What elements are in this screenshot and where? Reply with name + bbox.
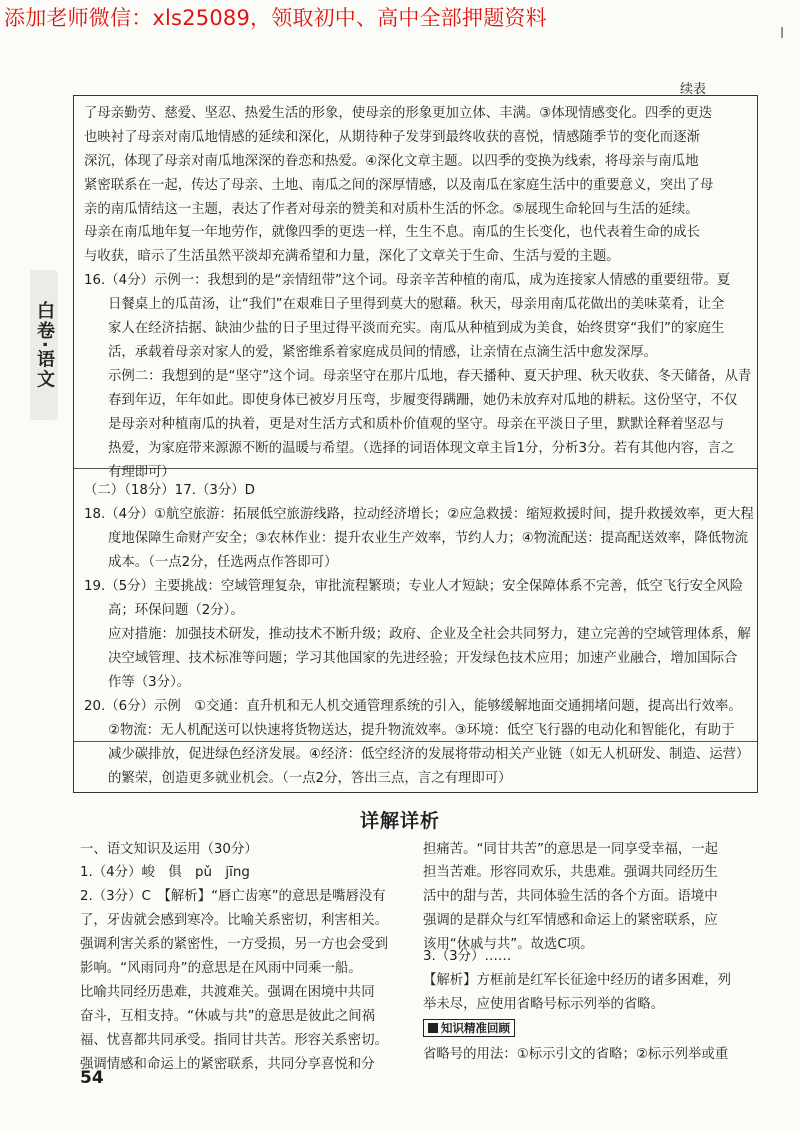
answer-line: 应对措施：加强技术研发，推动技术不断升级；政府、企业及全社会共同努力，建立完善的空域管理体系，解 xyxy=(108,627,751,642)
divider-part-2 xyxy=(74,468,757,469)
answer-line: 20.（6分）示例 ①交通：直升机和无人机交通管理系统的引入，能够缓解地面交通拥堵问题，提高出行效率。 xyxy=(84,699,742,714)
right-line: 强调的是群众与红军情感和命运上的紧密联系，应 xyxy=(423,913,718,928)
left-line: 比喻共同经历患难，共渡难关。强调在困境中共同 xyxy=(80,985,375,1000)
answer-line: 决空域管理、技术标准等问题；学习其他国家的先进经验；开发绿色技术应用；加速产业融合，增加国际合 xyxy=(108,651,738,666)
answer-line: （二）（18分）17.（3分）D xyxy=(84,483,255,498)
answer-line: 高；环保问题（2分）。 xyxy=(108,603,244,618)
answer-line: 活，承载着母亲对家人的爱，紧密维系着家庭成员间的情感，让亲情在点滴生活中愈发深厚。 xyxy=(108,345,658,360)
side-tab-label: 白卷·语文 xyxy=(34,300,55,390)
answer-line: 热爱，为家庭带来源源不断的温暖与希望。（选择的词语体现文章主旨1分，分析3分。若有其他内容，言之 xyxy=(108,441,735,456)
right-line: 担痛苦。“同甘共苦”的意思是一同享受幸福，一起 xyxy=(423,842,719,857)
right-line: 活中的甜与苦，共同体验生活的各个方面。语境中 xyxy=(423,889,718,904)
answer-line: 春到年迈，年年如此。即使身体已被岁月压弯，步履变得蹒跚，她仍未放弃对瓜地的耕耘。这份坚守，不仅 xyxy=(108,393,738,408)
answer-line: 深沉，体现了母亲对南瓜地深深的眷恋和热爱。④深化文章主题。以四季的变换为线索，将母亲与南瓜地 xyxy=(84,154,699,169)
left-line: 2.（3分）C 【解析】“唇亡齿寒”的意思是嘴唇没有 xyxy=(80,889,386,904)
answer-line: 16.（4分）示例一：我想到的是“亲情纽带”这个词。母亲辛苦种植的南瓜，成为连接家人情感的重要纽带。夏 xyxy=(84,273,731,288)
answer-line: 紧密联系在一起，传达了母亲、土地、南瓜之间的深厚情感，以及南瓜在家庭生活中的重要意义，突出了母 xyxy=(84,178,714,193)
section-title: 详解详析 xyxy=(359,810,440,832)
right-line: 3.（3分）…… xyxy=(423,949,512,964)
side-tab xyxy=(30,270,58,420)
right-line: 省略号的用法：①标示引文的省略；②标示列举或重 xyxy=(423,1047,729,1062)
watermark-banner: 添加老师微信：xls25089，领取初中、高中全部押题资料 xyxy=(4,6,547,30)
answer-line: 是母亲对种植南瓜的执着，更是对生活方式和质朴价值观的坚守。母亲在平淡日子里，默默诠释着坚忍与 xyxy=(108,417,724,432)
divider-essay xyxy=(74,741,757,742)
answer-line: 与收获，暗示了生活虽然平淡却充满希望和力量，深化了文章关于生命、生活与爱的主题。 xyxy=(84,249,620,264)
page-number: 54 xyxy=(80,1068,104,1088)
answer-line: 19.（5分）主要挑战：空域管理复杂，审批流程繁琐；专业人才短缺；安全保障体系不完善，低空飞行安全风险 xyxy=(84,579,744,594)
answer-line: 有理即可） xyxy=(108,465,175,480)
knowledge-review-tag xyxy=(423,1019,515,1037)
answer-line: ②物流：无人机配送可以快速将货物送达，提升物流效率。③环境：低空飞行器的电动化和智能化，有助于 xyxy=(108,723,735,738)
answer-line: 度地保障生命财产安全；③农林作业：提升农业生产效率，节约人力；④物流配送：提高配送效率，降低物流 xyxy=(108,531,748,546)
answer-line: 母亲在南瓜地年复一年地劳作，就像四季的更迭一样，生生不息。南瓜的生长变化，也代表着生命的成长 xyxy=(84,225,700,240)
continued-label: 续表 xyxy=(680,82,707,97)
left-line: 了，牙齿就会感到寒冷。比喻关系密切，利害相关。 xyxy=(80,913,388,928)
corner-mark: l xyxy=(780,26,784,42)
right-line: 该用“休戚与共”。故选C项。 xyxy=(423,937,594,952)
right-line: 担当苦难。形容同欢乐，共患难。强调共同经历生 xyxy=(423,865,718,880)
left-line: 奋斗，互相支持。“休戚与共”的意思是彼此之间祸 xyxy=(80,1009,376,1024)
answer-line: 的繁荣，创造更多就业机会。（一点2分，答出三点，言之有理即可） xyxy=(108,771,512,786)
answer-line: 了母亲勤劳、慈爱、坚忍、热爱生活的形象，使母亲的形象更加立体、丰满。③体现情感变化。四季的更迭 xyxy=(84,106,712,121)
answer-line: 家人在经济拮据、缺油少盐的日子里过得平淡而充实。南瓜从种植到成为美食，始终贯穿“我们”的家庭生 xyxy=(108,321,725,336)
answer-line: 日餐桌上的瓜苗汤，让“我们”在艰难日子里得到莫大的慰藉。秋天，母亲用南瓜花做出的美味菜肴，让全 xyxy=(108,297,725,312)
answer-line: 成本。（一点2分，任选两点作答即可） xyxy=(108,555,338,570)
answer-line: 减少碳排放，促进绿色经济发展。④经济：低空经济的发展将带动相关产业链（如无人机研发、制造、运营） xyxy=(108,747,750,762)
left-line: 一、语文知识及运用（30分） xyxy=(80,842,258,857)
left-line: 福、忧喜都共同承受。指同甘共苦。形容关系密切。 xyxy=(80,1033,388,1048)
left-line: 1.（4分）峻 俱 pǔ jīng xyxy=(80,865,250,880)
answer-line: 示例二：我想到的是“坚守”这个词。母亲坚守在那片瓜地，春天播种、夏天护理、秋天收获、冬天储备，从青 xyxy=(108,369,752,384)
book-icon xyxy=(428,1023,438,1033)
answer-line: 18.（4分）①航空旅游：拓展低空旅游线路，拉动经济增长；②应急救援：缩短救援时间，提升救援效率，更大程 xyxy=(84,507,754,522)
left-line: 强调利害关系的紧密性，一方受损，另一方也会受到 xyxy=(80,937,388,952)
answer-line: 也映衬了母亲对南瓜地情感的延续和深化，从期待种子发芽到最终收获的喜悦，情感随季节的变化而逐渐 xyxy=(84,130,700,145)
left-line: 强调情感和命运上的紧密联系，共同分享喜悦和分 xyxy=(80,1057,375,1072)
tag-label: 知识精准回顾 xyxy=(441,1021,510,1035)
left-line: 影响。“风雨同舟”的意思是在风雨中同乘一船。 xyxy=(80,961,362,976)
answer-line: 亲的南瓜情结这一主题，表达了作者对母亲的赞美和对质朴生活的怀念。⑤展现生命轮回与生活的延续。 xyxy=(84,202,699,217)
answer-line: 作等（3分）。 xyxy=(108,675,191,690)
right-line: 【解析】方框前是红军长征途中经历的诸多困难，列 xyxy=(423,973,731,988)
right-line: 举未尽，应使用省略号标示列举的省略。 xyxy=(423,997,665,1012)
